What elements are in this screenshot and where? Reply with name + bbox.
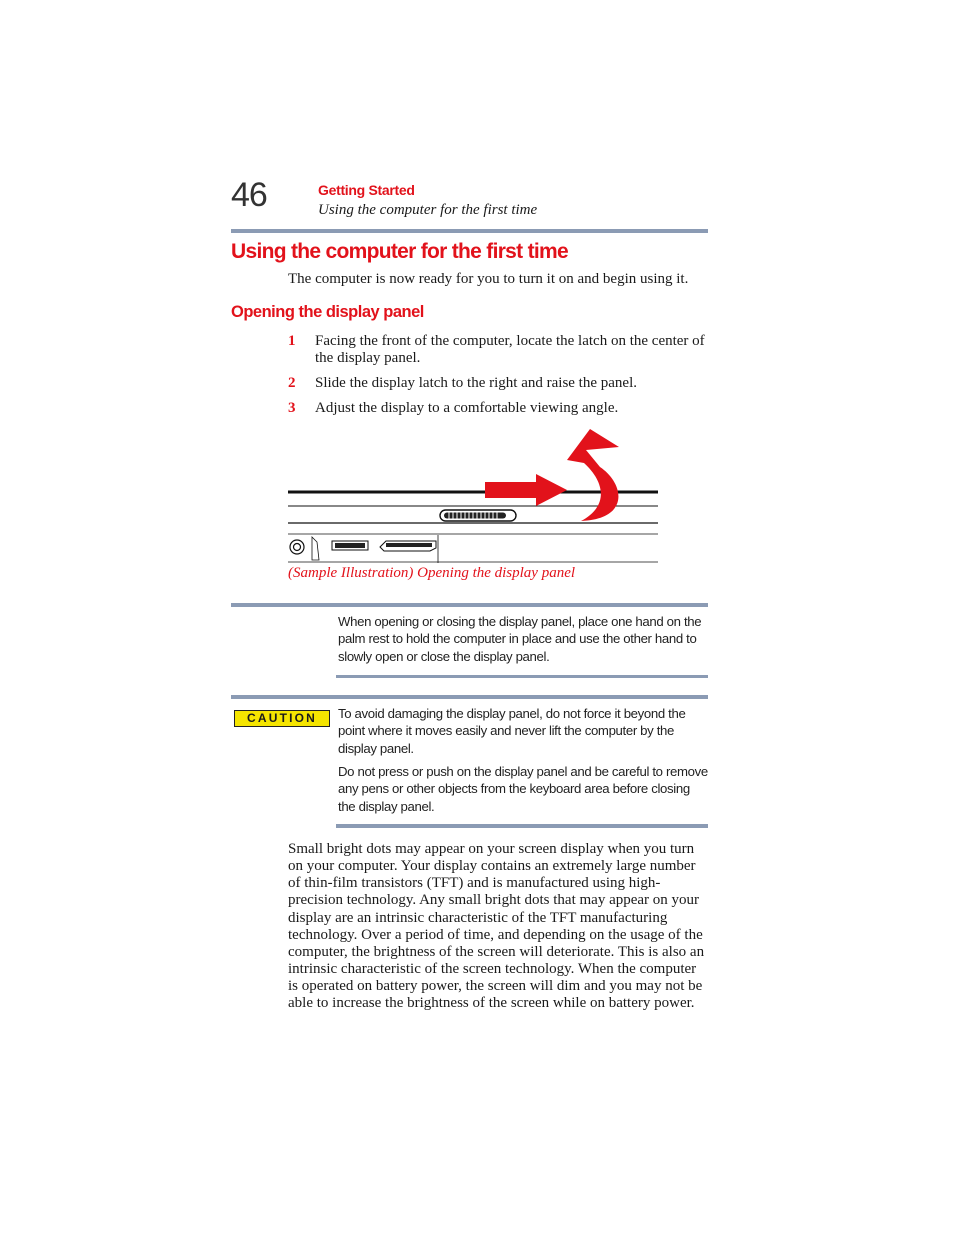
note-top-rule [231, 603, 708, 607]
latch-icon [440, 510, 516, 521]
step-number: 1 [288, 333, 296, 349]
caution-badge: CAUTION [234, 710, 330, 727]
step-item [288, 333, 708, 367]
caution-text: To avoid damaging the display panel, do not force it beyond the point where it moves easily and never lift the computer by the display panel. [338, 706, 686, 756]
main-heading: Using the computer for the first time [231, 240, 568, 263]
caution-top-rule [231, 695, 708, 699]
step-number: 3 [288, 400, 296, 416]
wireless-switch-icon [332, 541, 368, 550]
note-text: When opening or closing the display panel, place one hand on the palm rest to hold the computer in place and use the other hand to slowly open or close the display panel. [338, 614, 702, 664]
headphone-jack-icon [290, 540, 304, 554]
page-number: 46 [231, 176, 267, 214]
step-text: Facing the front of the computer, locate the latch on the center of the display panel. [315, 333, 705, 366]
body-paragraph: Small bright dots may appear on your screen display when you turn on your computer. Your display contains an extremely large number of thin-film transistors (TFT) and is manufactured using high-precision technology. Any small bright dots that may appear on your display are an intrinsic characteristic of the TFT manufacturing technology. Over a period of time, and depending on the usage of the computer, the brightness of the screen will deteriorate. This is also an intrinsic characteristic of the screen technology. When the computer is operated on battery power, the screen will dim and you may not be able to increase the brightness of the screen while on battery power. [288, 841, 705, 1012]
illustration-caption: (Sample Illustration) Opening the display panel [288, 565, 576, 581]
running-section-title: Using the computer for the first time [318, 202, 538, 218]
note-bottom-rule [336, 675, 708, 678]
caution-bottom-rule [336, 824, 708, 828]
step-text: Slide the display latch to the right and raise the panel. [315, 375, 637, 391]
step-number: 2 [288, 375, 296, 391]
step-item [288, 400, 708, 417]
slide-right-arrow-icon [485, 474, 567, 506]
display-latch-illustration [286, 427, 662, 565]
raise-panel-curved-arrow-icon [567, 429, 619, 521]
switch-icon [312, 537, 319, 560]
intro-text: The computer is now ready for you to turn it on and begin using it. [288, 271, 689, 287]
step-text: Adjust the display to a comfortable viewing angle. [315, 400, 619, 416]
header-rule [231, 229, 708, 233]
caution-text: Do not press or push on the display panel and be careful to remove any pens or other objects from the keyboard area before closing the display panel. [338, 764, 708, 814]
step-item [288, 375, 708, 392]
chapter-title: Getting Started [318, 182, 415, 198]
memory-card-slot-icon [380, 541, 436, 551]
sub-heading: Opening the display panel [231, 303, 424, 321]
